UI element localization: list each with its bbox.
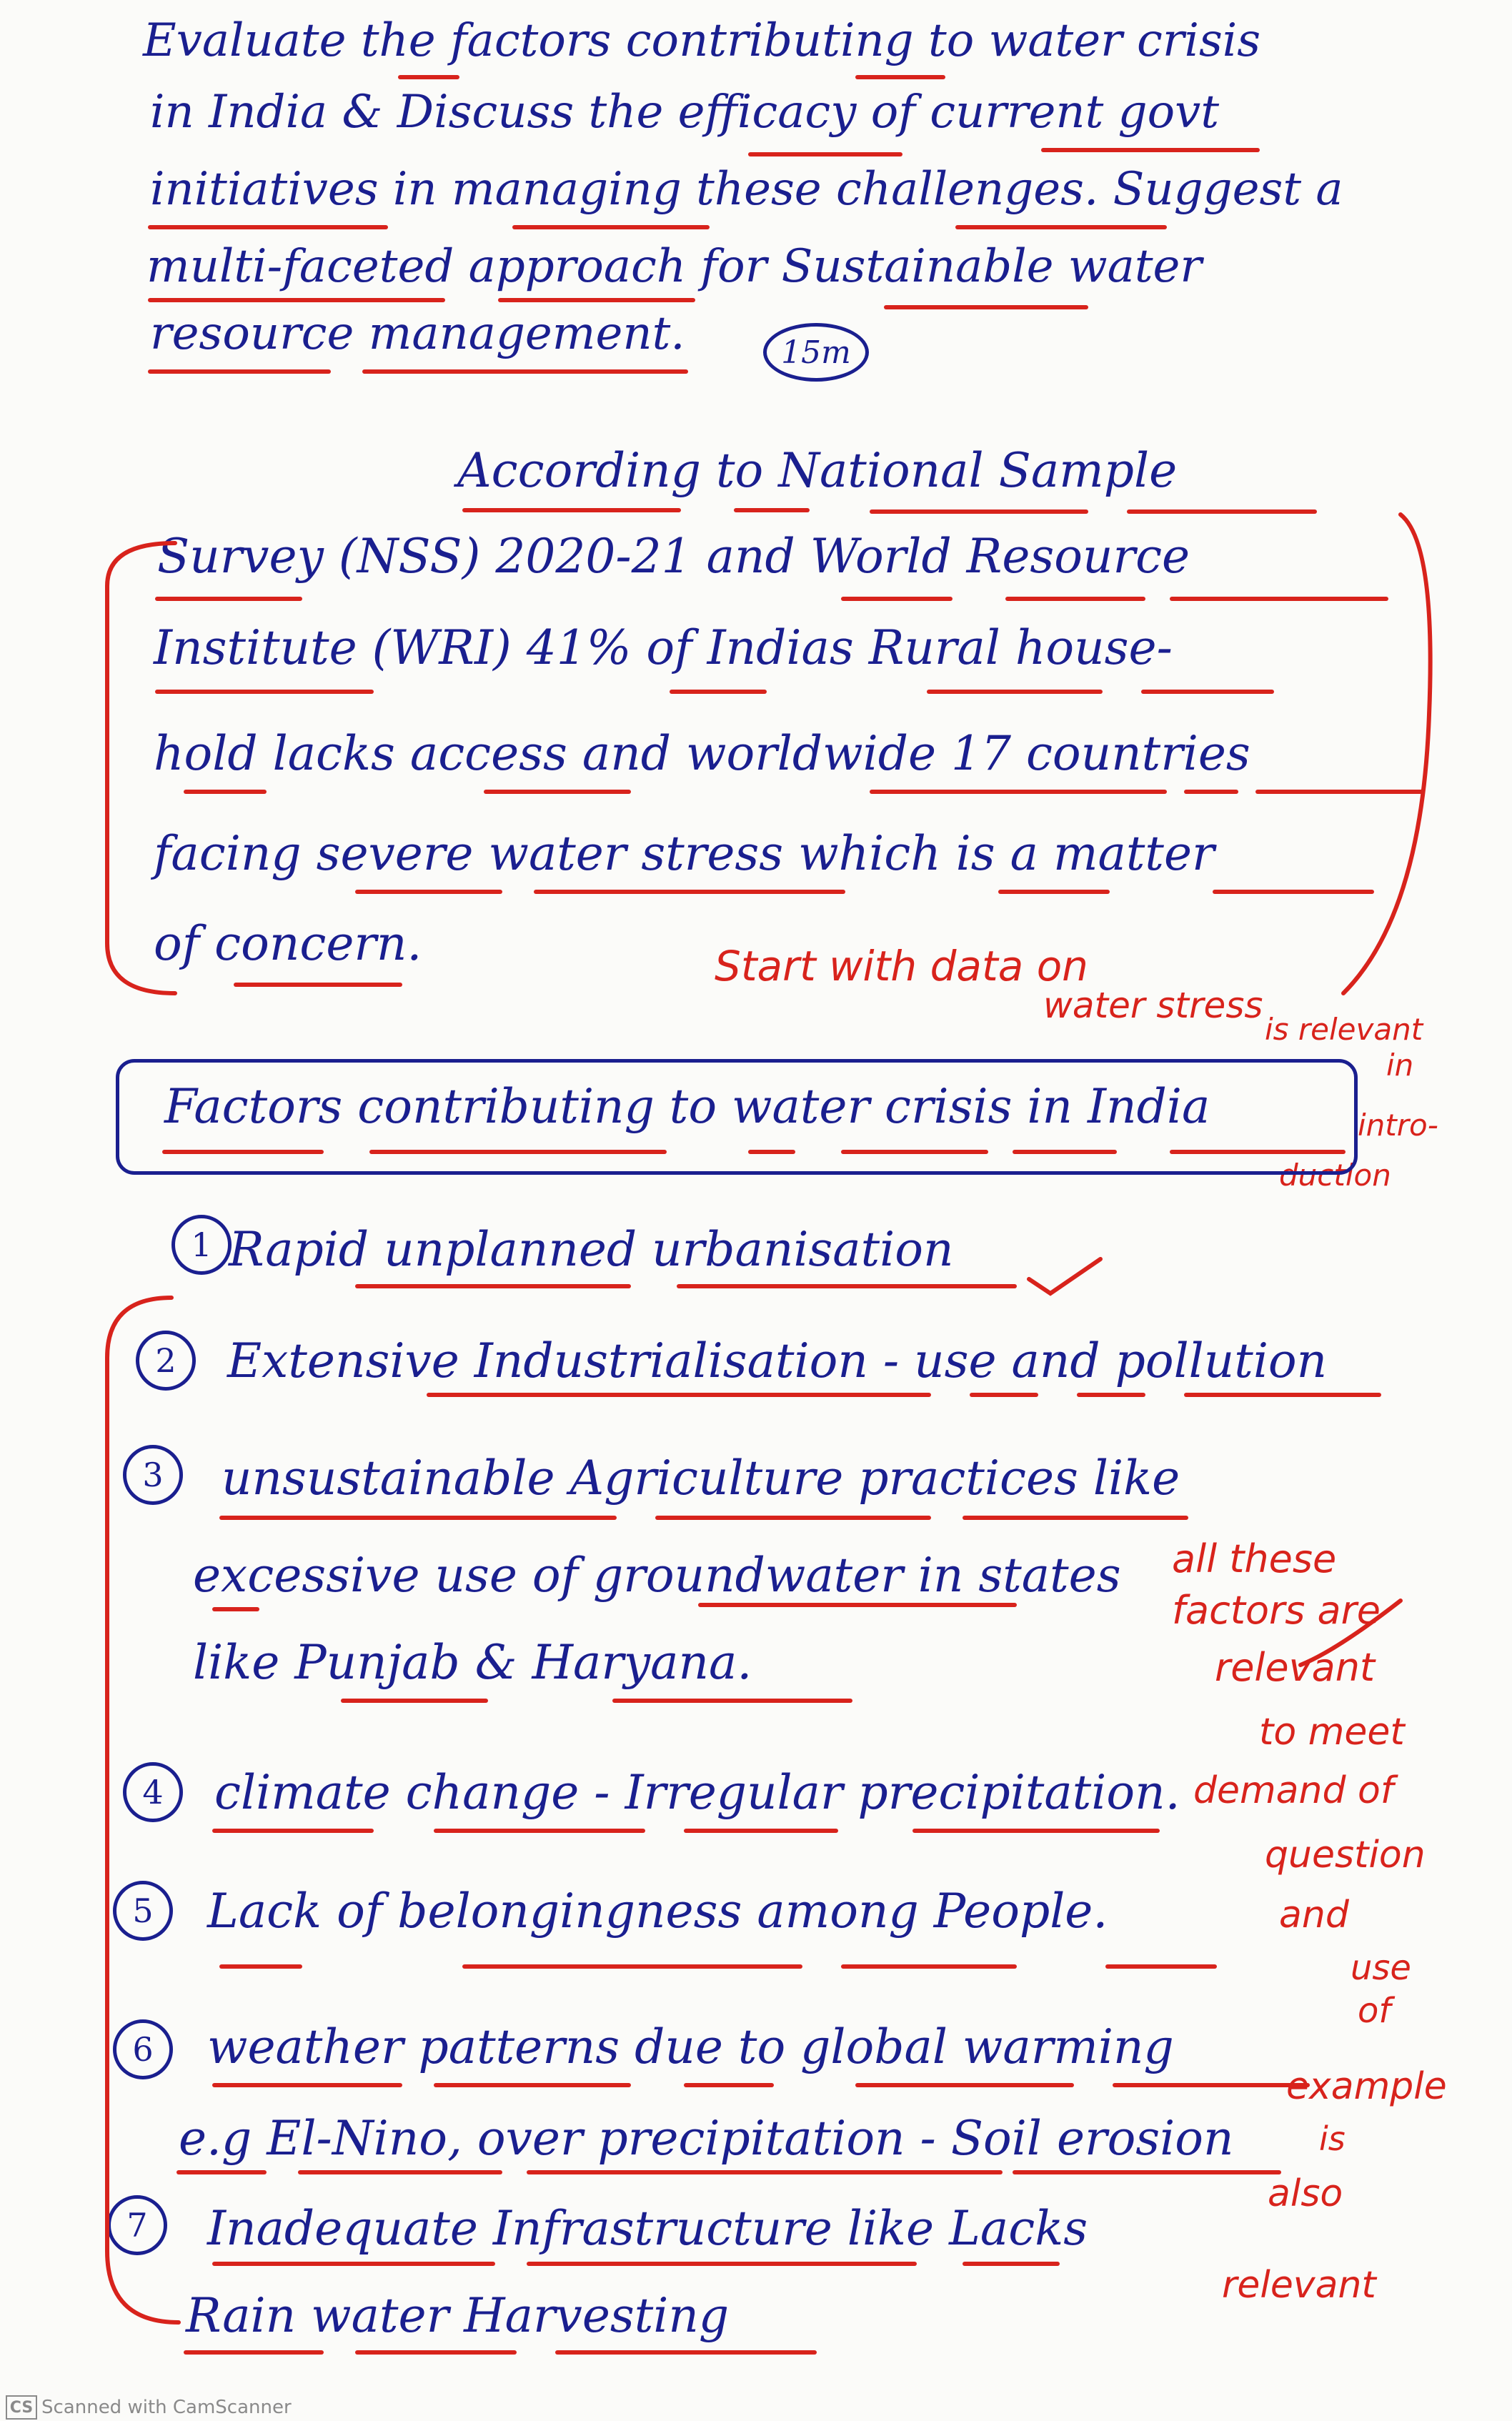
intro-note-line-2: water stress [1043,985,1263,1026]
intro-note-line-1: Start with data on [715,942,1088,990]
factors-bracket [107,1298,179,2322]
factor-6-line-1: weather patterns due to global warming [207,2019,1174,2074]
question-line-4: multi-faceted approach for Sustainable water [146,240,1202,293]
intro-bracket [107,543,175,993]
factors-note-line-4: to meet [1259,1711,1405,1754]
factors-note-line-11: is [1319,2119,1346,2158]
factor-5-line-1: Lack of belongingness among People. [207,1884,1108,1939]
note-arrow [1300,1601,1401,1665]
factors-note-line-12: also [1268,2172,1343,2215]
factor-7-line-1: Inadequate Infrastructure like Lacks [207,2201,1088,2256]
question-line-1: Evaluate the factors contributing to water crisis [143,14,1261,67]
factor-number-4: 4 [123,1762,183,1822]
intro-bracket-right [1343,514,1431,993]
tick-mark [1029,1259,1100,1293]
intro-line-2: Survey (NSS) 2020-21 and World Resource [157,529,1190,584]
factor-number-5: 5 [113,1881,173,1941]
intro-note-line-5: intro- [1358,1108,1438,1143]
factors-note-line-9: of [1358,1991,1391,2031]
question-line-5: resource management. [150,307,685,360]
factors-note-line-6: question [1265,1834,1426,1876]
camscanner-logo-icon: CS [6,2395,37,2420]
factor-4-line-1: climate change - Irregular precipitation. [214,1765,1180,1820]
factor-3-line-3: like Punjab & Haryana. [193,1635,752,1690]
intro-note-line-4: in [1386,1048,1414,1083]
factor-number-2: 2 [136,1331,196,1391]
factors-note-line-10: example [1286,2065,1447,2108]
factor-number-6: 6 [113,2019,173,2079]
factors-note-line-7: and [1279,1894,1349,1937]
intro-line-3: Institute (WRI) 41% of Indias Rural house- [154,620,1173,675]
marks-badge: 15m [763,323,869,382]
factor-number-1: 1 [171,1215,232,1275]
factors-note-line-8: use [1351,1948,1411,1988]
factors-note-line-5: demand of [1193,1769,1394,1812]
factor-7-line-2: Rain water Harvesting [186,2288,730,2343]
intro-note-line-6: duction [1279,1158,1391,1193]
factors-heading: Factors contributing to water crisis in India [164,1079,1210,1134]
question-line-2: in India & Discuss the efficacy of current govt [150,86,1220,139]
factors-note-line-1: all these [1172,1536,1337,1581]
intro-note-line-3: is relevant [1265,1012,1423,1047]
factor-2-line-1: Extensive Industrialisation - use and pollution [227,1333,1328,1388]
factor-6-line-2: e.g El-Nino, over precipitation - Soil erosion [179,2111,1234,2166]
scanner-watermark-text: Scanned with CamScanner [41,2397,292,2418]
factor-1-line-1: Rapid unplanned urbanisation [229,1222,954,1277]
question-line-3: initiatives in managing these challenges. Suggest a [150,163,1343,216]
factors-note-line-3: relevant [1215,1645,1376,1690]
intro-line-1: According to National Sample [457,443,1178,498]
intro-line-4: hold lacks access and worldwide 17 countries [154,726,1250,781]
factors-note-line-2: factors are [1172,1588,1381,1633]
factor-3-line-2: excessive use of groundwater in states [193,1548,1121,1603]
scanner-watermark [6,2395,292,2420]
intro-line-5: facing severe water stress which is a matter [154,826,1215,881]
factor-number-3: 3 [123,1445,183,1505]
intro-line-6: of concern. [154,916,422,971]
factors-note-line-13: relevant [1222,2264,1376,2307]
factor-number-7: 7 [107,2195,167,2255]
factor-3-line-1: unsustainable Agriculture practices like [222,1451,1180,1506]
